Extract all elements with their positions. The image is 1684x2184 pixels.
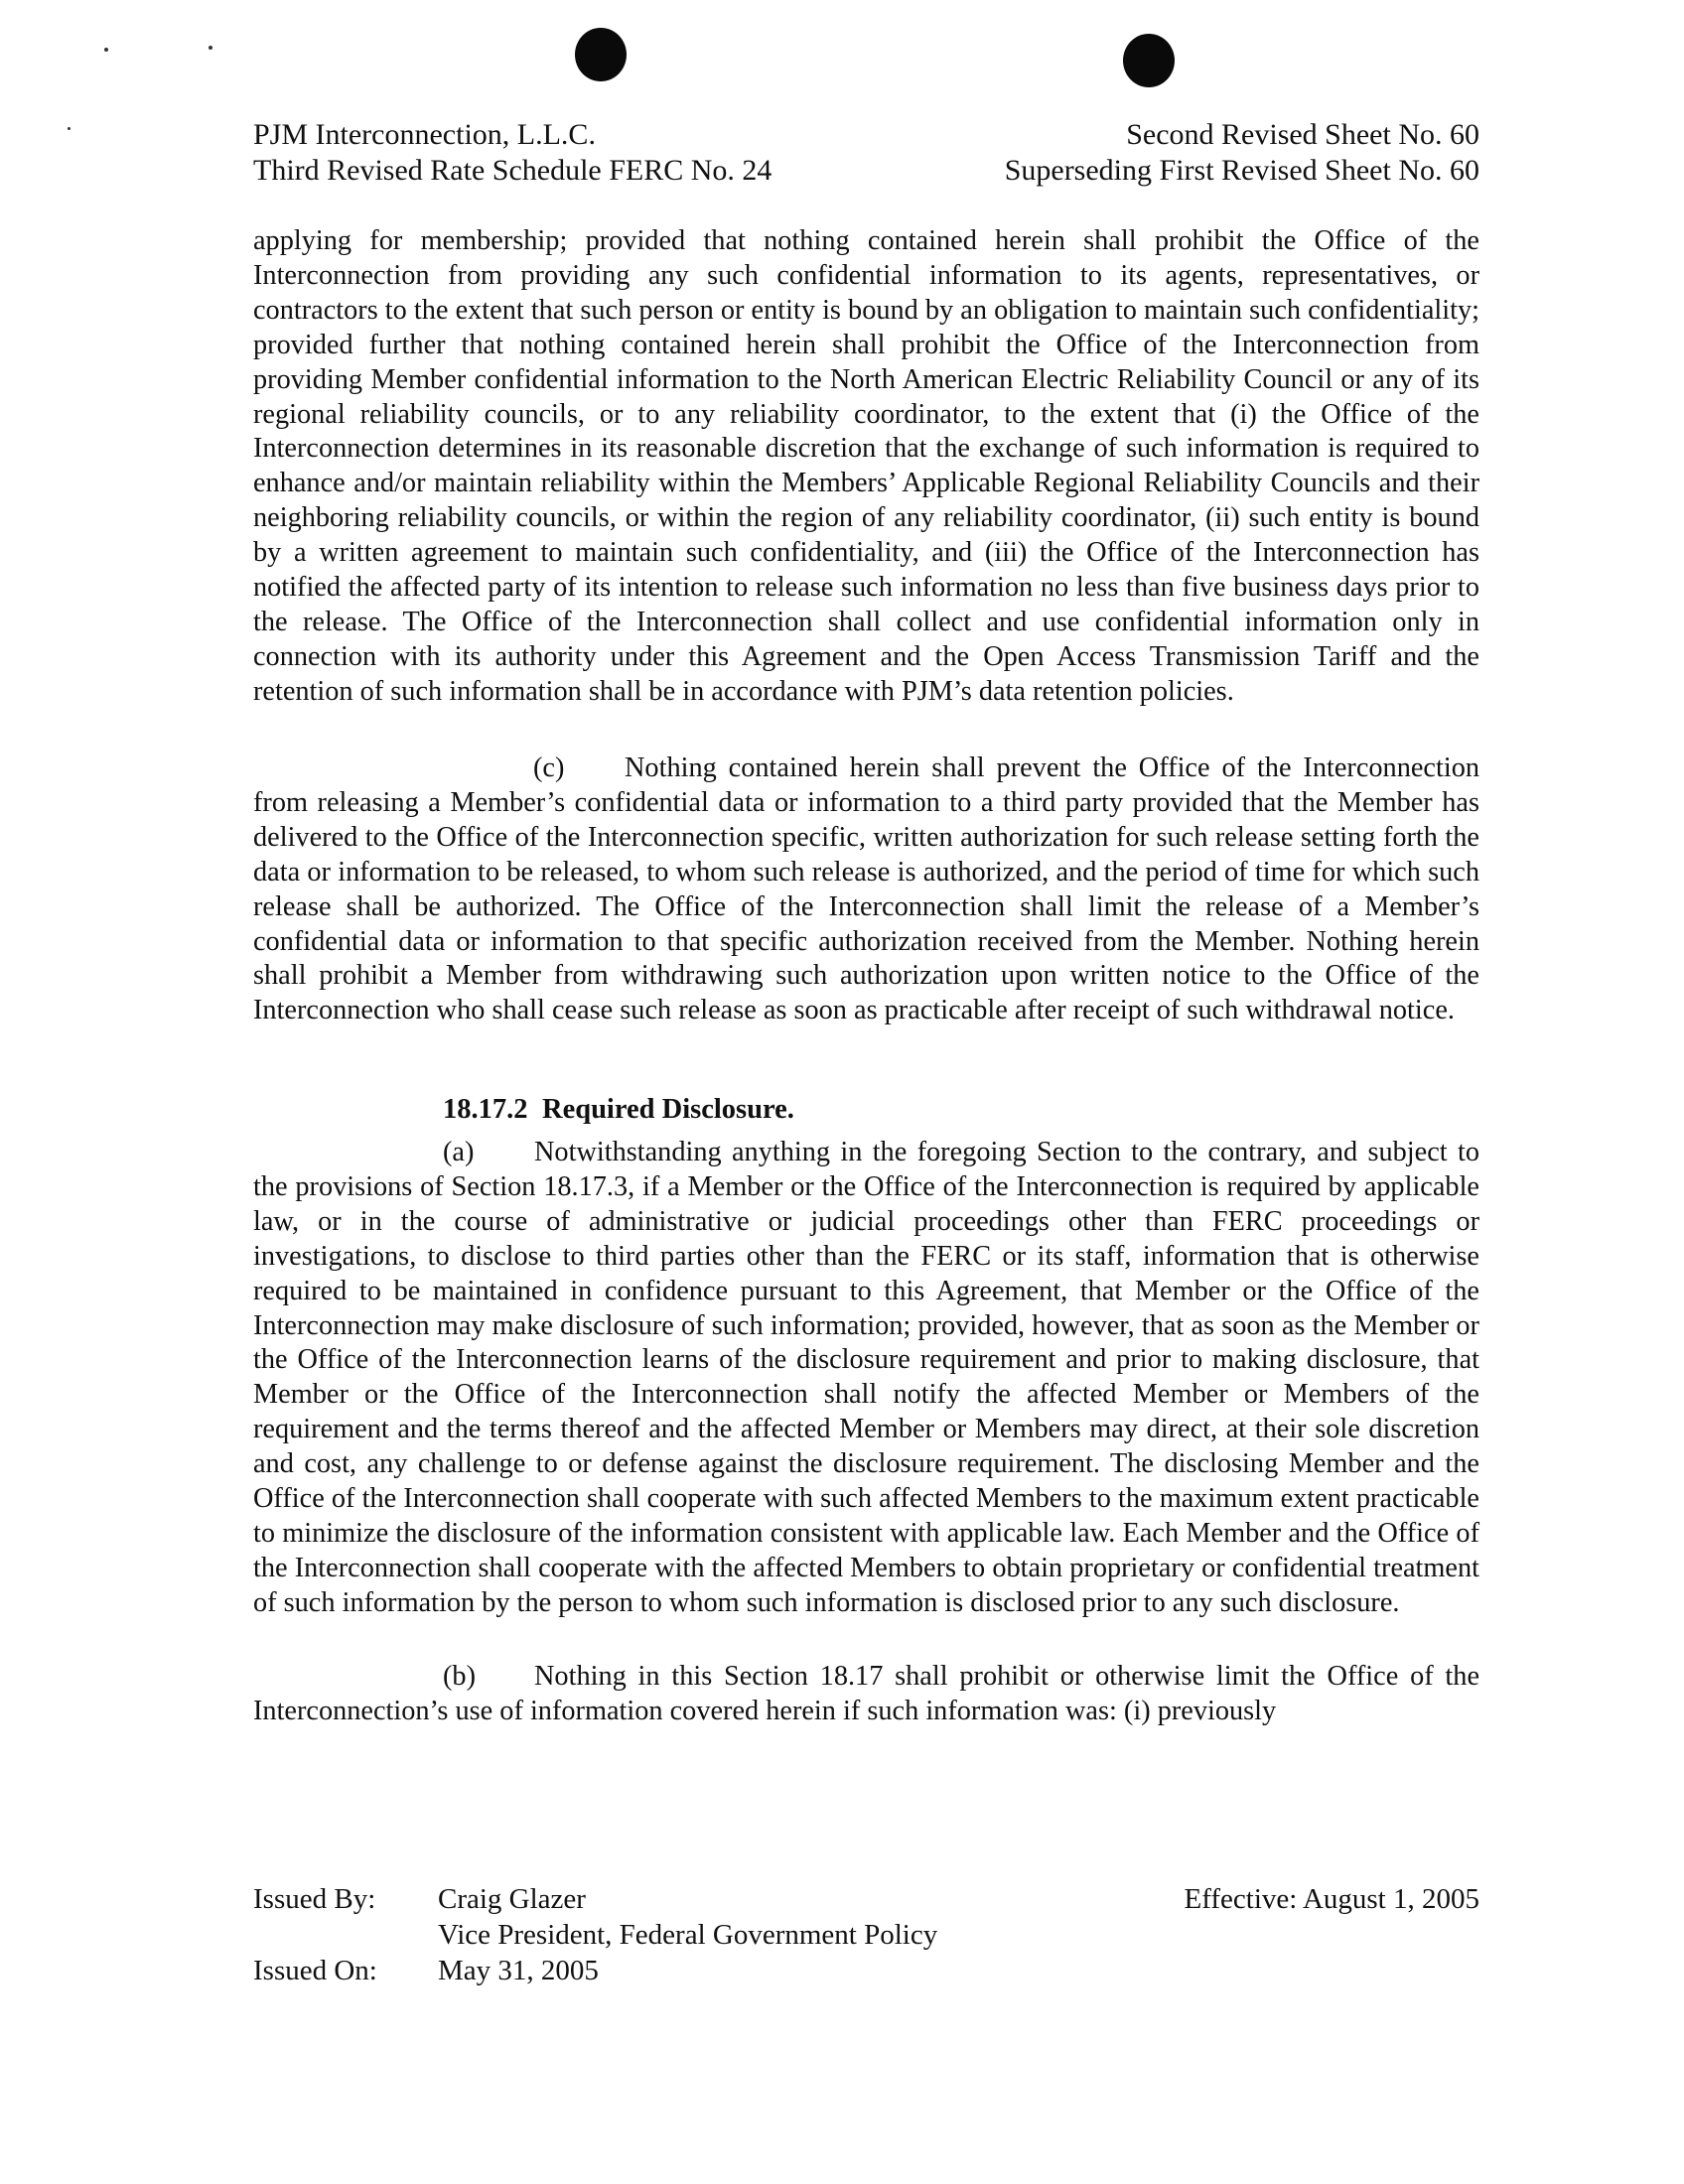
paragraph-c bbox=[253, 751, 1479, 1028]
issuer-title: Vice President, Federal Government Policy bbox=[438, 1919, 938, 1951]
paragraph-a bbox=[253, 1136, 1479, 1621]
effective-date: Effective: August 1, 2005 bbox=[1184, 1883, 1479, 1915]
sheet-number: Second Revised Sheet No. 60 bbox=[1126, 118, 1479, 151]
issued-on-label: Issued On: bbox=[253, 1955, 377, 1986]
paragraph-a-text: Notwithstanding anything in the foregoing Section to the contrary, and subject to the provisions of Section 18.17.3, if a Member or the Office of the Interconnection is required by applicable law, or in the course of administrative or judicial proceedings other than FERC proceedings or investigations, to disclose to third parties other than the FERC or its staff, information that is otherwise required to be maintained in confidence pursuant to this Agreement, that Member or the Office of the Interconnection may make disclosure of such information; provided, however, that as soon as the Member or the Office of the Interconnection learns of the disclosure requirement and prior to making disclosure, that Member or the Office of the Interconnection shall notify the affected Member or Members of the requirement and the terms thereof and the affected Member or Members may direct, at their sole discretion and cost, any challenge to or defense against the disclosure requirement. The disclosing Member and the Office of the Interconnection shall cooperate with such affected Members to the maximum extent practicable to minimize the disclosure of the information consistent with applicable law. Each Member and the Office of the Interconnection shall cooperate with the affected Members to obtain proprietary or confidential treatment of such information by the person to whom such information is disclosed prior to any such disclosure. bbox=[253, 1137, 1479, 1618]
section-heading bbox=[443, 1092, 794, 1127]
superseding-sheet: Superseding First Revised Sheet No. 60 bbox=[1004, 154, 1479, 187]
rate-schedule: Third Revised Rate Schedule FERC No. 24 bbox=[253, 154, 772, 187]
section-number: 18.17.2 bbox=[443, 1094, 528, 1125]
paragraph-b-text: Nothing in this Section 18.17 shall prohibit or otherwise limit the Office of the Interconnection’s use of information covered herein if such information was: (i) previously bbox=[253, 1661, 1479, 1726]
issued-on-date: May 31, 2005 bbox=[438, 1955, 599, 1986]
paragraph-a-label: (a) bbox=[443, 1137, 475, 1167]
document-header-left bbox=[253, 117, 772, 189]
paragraph-c-text: Nothing contained herein shall prevent the Office of the Interconnection from releasing a Member’s confidential data or information to a third party provided that the Member has delivered to the Office of the Interconnection specific, written authorization for such release setting forth the data or information to be released, to whom such release is authorized, and the period of time for which such release shall be authorized. The Office of the Interconnection shall limit the release of a Member’s confidential data or information to that specific authorization received from the Member. Nothing herein shall prohibit a Member from withdrawing such authorization upon written notice to the Office of the Interconnection who shall cease such release as soon as practicable after receipt of such withdrawal notice. bbox=[253, 752, 1479, 1026]
punch-hole-right bbox=[1123, 34, 1175, 87]
scan-speck bbox=[104, 48, 108, 52]
punch-hole-left bbox=[575, 28, 627, 81]
scan-speck bbox=[209, 46, 212, 50]
issued-by-label: Issued By: bbox=[253, 1883, 376, 1915]
paragraph-b-label: (b) bbox=[443, 1661, 476, 1692]
paragraph-continuation: applying for membership; provided that nothing contained herein shall prohibit the Office of the Interconnection from providing any such confidential information to its agents, representatives, or contractors to the extent that such person or entity is bound by an obligation to maintain such confidentiality; provided further that nothing contained herein shall prohibit the Office of the Interconnection from providing Member confidential information to the North American Electric Reliability Council or any of its regional reliability councils, or to any reliability coordinator, to the extent that (i) the Office of the Interconnection determines in its reasonable discretion that the exchange of such information is required to enhance and/or maintain reliability within the Members’ Applicable Regional Reliability Councils and their neighboring reliability councils, or within the region of any reliability coordinator, (ii) such entity is bound by a written agreement to maintain such confidentiality, and (iii) the Office of the Interconnection has notified the affected party of its intention to release such information no less than five business days prior to the release. The Office of the Interconnection shall collect and use confidential information only in connection with its authority under this Agreement and the Open Access Transmission Tariff and the retention of such information shall be in accordance with PJM’s data retention policies. bbox=[253, 225, 1479, 707]
scan-speck bbox=[68, 127, 70, 130]
company-name: PJM Interconnection, L.L.C. bbox=[253, 118, 596, 151]
section-title: Required Disclosure. bbox=[542, 1094, 794, 1125]
paragraph-c-label: (c) bbox=[533, 752, 565, 783]
document-header-right bbox=[1005, 117, 1479, 189]
paragraph-b bbox=[253, 1660, 1479, 1729]
issuer-name: Craig Glazer bbox=[438, 1883, 586, 1915]
issuance-footer bbox=[253, 1881, 937, 1988]
